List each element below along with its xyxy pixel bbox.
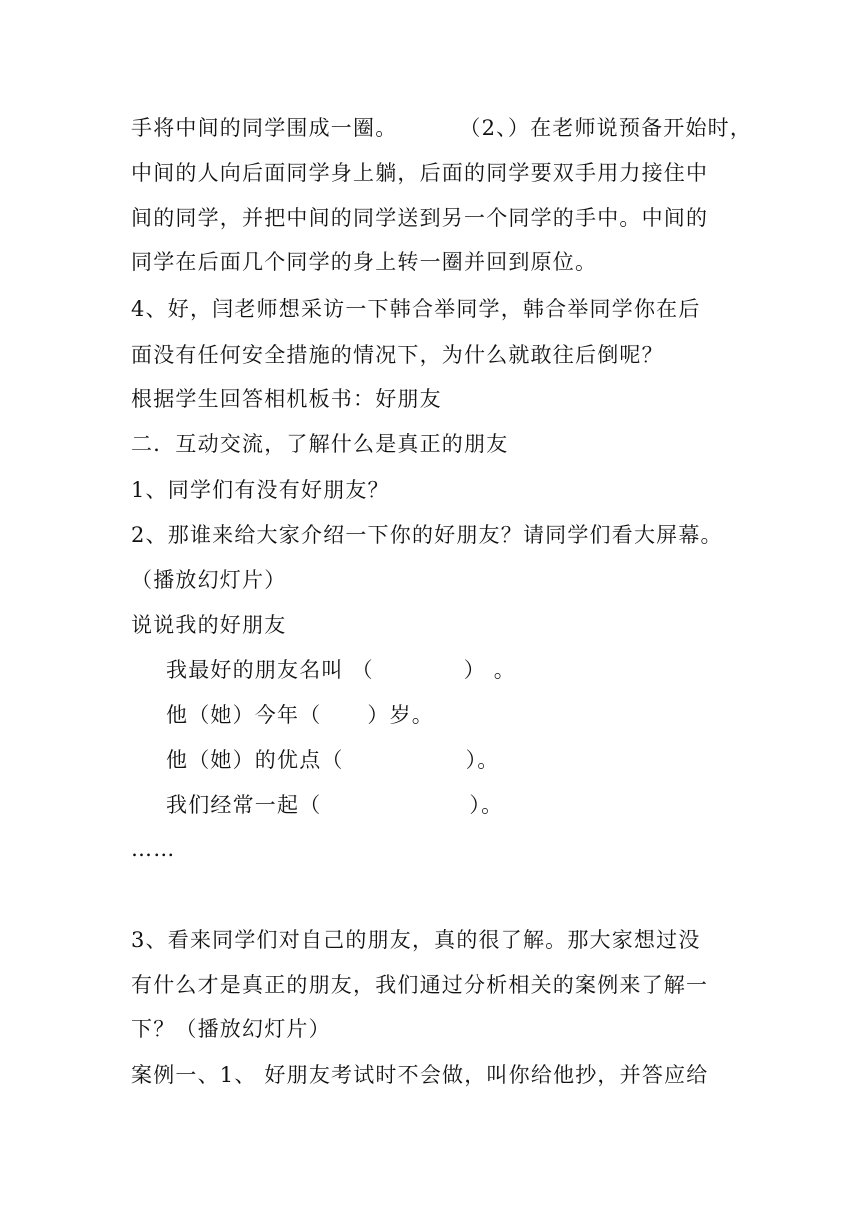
form-line-merit: [166, 745, 500, 775]
text-line-20: 有什么才是真正的朋友，我们通过分析相关的案例来了解一: [131, 973, 709, 997]
text-line-4: 同学在后面几个同学的身上转一圈并回到原位。: [131, 250, 598, 274]
text-line-1: [131, 113, 752, 143]
form-merit-suffix: ）。: [465, 748, 500, 772]
text-line-3: 间的同学，并把中间的同学送到另一个同学的手中。中间的: [131, 206, 709, 230]
form-age-suffix: ）岁。: [367, 703, 435, 727]
text-line-2: 中间的人向后面同学身上躺，后面的同学要双手用力接住中: [131, 161, 709, 185]
form-age-prefix: 他（她）今年（: [166, 703, 322, 727]
text-line-1-b: （2、）在老师说预备开始时，: [459, 116, 753, 140]
form-name-prefix: 我最好的朋友名叫 （: [166, 658, 374, 682]
form-merit-prefix: 他（她）的优点（: [166, 748, 344, 772]
text-line-1-a: 手将中间的同学围成一圈。: [131, 116, 398, 140]
text-line-19: 3、看来同学们对自己的朋友，真的很了解。那大家想过没: [131, 928, 701, 952]
form-name-suffix: ） 。: [463, 658, 516, 682]
text-line-6: 面没有任何安全措施的情况下，为什么就敢往后倒呢？: [131, 343, 664, 367]
text-line-9: 1、同学们有没有好朋友？: [131, 478, 390, 502]
text-line-5: 4、好，闫老师想采访一下韩合举同学，韩合举同学你在后: [131, 297, 701, 321]
ellipsis-line: ……: [131, 837, 176, 861]
section-heading: 二．互动交流，了解什么是真正的朋友: [131, 432, 509, 456]
form-line-age: [166, 700, 434, 730]
text-line-21: 下？（播放幻灯片）: [131, 1017, 331, 1041]
form-together-prefix: 我们经常一起（: [166, 793, 322, 817]
form-line-together: [166, 790, 503, 820]
text-line-7: 根据学生回答相机板书：好朋友: [131, 387, 442, 411]
form-line-name: [166, 655, 516, 685]
form-together-suffix: ）。: [469, 793, 504, 817]
text-line-22: 案例一、1、 好朋友考试时不会做，叫你给他抄，并答应给: [131, 1063, 709, 1087]
text-line-10: 2、那谁来给大家介绍一下你的好朋友？请同学们看大屏幕。: [131, 523, 723, 547]
text-line-12: 说说我的好朋友: [131, 613, 287, 637]
text-line-11: （播放幻灯片）: [131, 568, 287, 592]
